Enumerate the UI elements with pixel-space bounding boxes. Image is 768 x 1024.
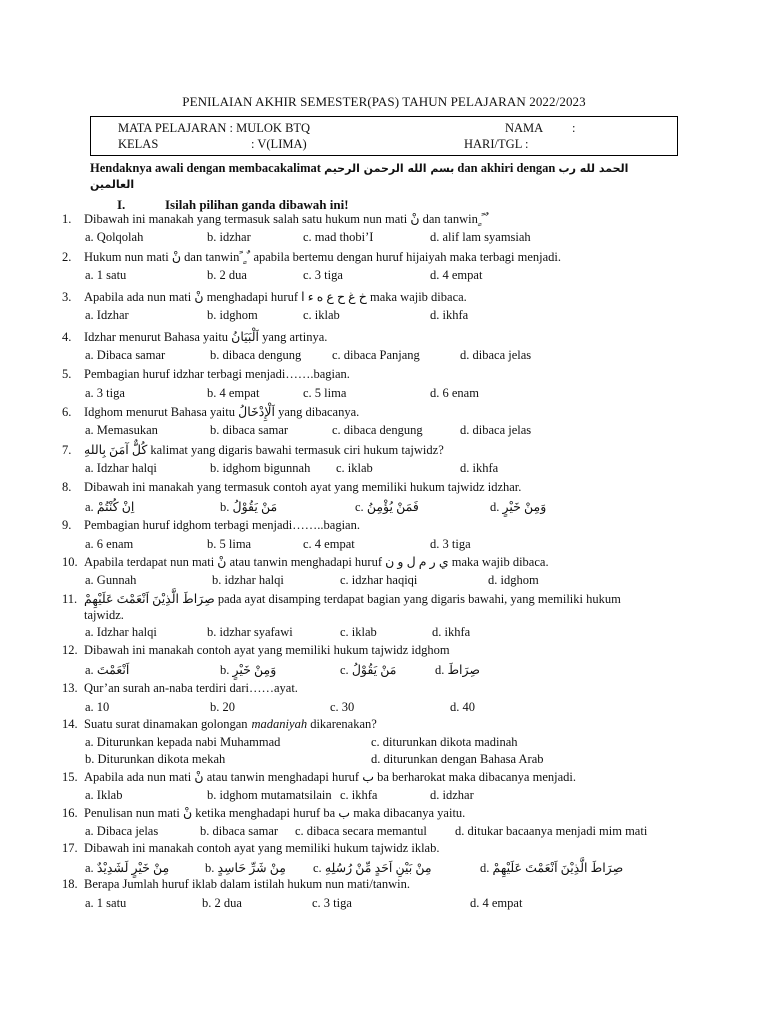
section-number: I. — [117, 197, 126, 212]
question-1 — [62, 211, 489, 227]
date-label: HARI/TGL : — [464, 137, 529, 151]
question-text: Berapa Jumlah huruf iklab dalam istilah hukum nun mati/tanwin. — [84, 877, 410, 891]
question-8 — [62, 480, 521, 495]
option-4-a[interactable]: a. Dibaca samar — [85, 348, 166, 362]
option-3-d[interactable]: d. ikhfa — [430, 308, 469, 322]
question-17 — [62, 841, 439, 856]
option-18-c[interactable]: c. 3 tiga — [312, 896, 352, 910]
question-number: 8. — [62, 480, 72, 494]
name-label: NAMA — [505, 121, 544, 135]
question-3 — [62, 289, 467, 305]
option-1-b[interactable]: b. idzhar — [207, 230, 251, 244]
option-12-d[interactable]: d. صِرَاطَ — [435, 663, 481, 677]
question-2 — [62, 249, 561, 265]
option-14-2[interactable]: b. Diturunkan dikota mekah — [85, 752, 226, 766]
question-number: 17. — [62, 841, 78, 855]
option-16-b[interactable]: b. dibaca samar — [200, 824, 279, 838]
option-7-a[interactable]: a. Idzhar halqi — [85, 461, 157, 475]
question-15 — [62, 769, 576, 785]
option-6-d[interactable]: d. dibaca jelas — [460, 423, 532, 437]
option-11-a[interactable]: a. Idzhar halqi — [85, 625, 157, 639]
question-text: Apabila ada nun mati نْ menghadapi huruf خ غ ح ع ه ء ا maka wajib dibaca. — [84, 290, 467, 304]
option-9-b[interactable]: b. 5 lima — [207, 537, 252, 551]
question-16 — [62, 805, 465, 821]
option-17-b[interactable]: b. مِنْ شَرِّ حَاسِدٍ — [205, 861, 286, 875]
option-13-c[interactable]: c. 30 — [330, 700, 355, 714]
option-16-a[interactable]: a. Dibaca jelas — [85, 824, 159, 838]
name-colon: : — [572, 121, 576, 135]
option-12-a[interactable]: a. اَنْعَمْتَ — [85, 663, 130, 677]
question-text: Pembagian huruf idzhar terbagi menjadi…….bagian. — [84, 367, 350, 381]
question-text: Suatu surat dinamakan golongan — [84, 717, 248, 731]
question-text: Qur’an surah an-naba terdiri dari……ayat. — [84, 681, 298, 695]
option-2-d[interactable]: d. 4 empat — [430, 268, 483, 282]
option-5-c[interactable]: c. 5 lima — [303, 386, 347, 400]
question-number: 18. — [62, 877, 78, 891]
option-15-d[interactable]: d. idzhar — [430, 788, 474, 802]
option-5-b[interactable]: b. 4 empat — [207, 386, 260, 400]
instruction-part1: Hendaknya awali dengan membacakalimat — [90, 161, 321, 175]
option-12-b[interactable]: b. وَمِنْ خَيْرٍ — [220, 663, 277, 677]
option-4-d[interactable]: d. dibaca jelas — [460, 348, 532, 362]
option-3-a[interactable]: a. Idzhar — [85, 308, 129, 322]
option-10-a[interactable]: a. Gunnah — [85, 573, 137, 587]
option-9-a[interactable]: a. 6 enam — [85, 537, 134, 551]
question-text: Hukum nun mati نْ dan tanwin ً ٍ ٌ apabila bertemu dengan huruf hijaiyah maka terbagi menjadi. — [84, 250, 561, 264]
question-text: Dibawah ini manakah contoh ayat yang memiliki hukum tajwidz iklab. — [84, 841, 440, 855]
option-2-b[interactable]: b. 2 dua — [207, 268, 247, 282]
question-text: Penulisan nun mati نْ ketika menghadapi huruf ba ب maka dibacanya yaitu. — [84, 806, 466, 820]
option-14-0[interactable]: a. Diturunkan kepada nabi Muhammad — [85, 735, 281, 749]
option-1-c[interactable]: c. mad thobi’I — [303, 230, 374, 244]
option-15-b[interactable]: b. idghom mutamatsilain — [207, 788, 332, 802]
option-15-c[interactable]: c. ikhfa — [340, 788, 378, 802]
question-text: Pembagian huruf idghom terbagi menjadi……..bagian. — [84, 518, 360, 532]
option-4-c[interactable]: c. dibaca Panjang — [332, 348, 420, 362]
basmalah-text: بسم الله الرحمن الرحيم — [324, 162, 455, 175]
question-number: 4. — [62, 330, 72, 344]
option-18-a[interactable]: a. 1 satu — [85, 896, 127, 910]
option-17-d[interactable]: d. صِرَاطَ الَّذِيْنَ اَنْعَمْتَ عَلَيْهِمْ — [480, 861, 624, 875]
question-5 — [62, 367, 350, 382]
question-7 — [62, 442, 444, 458]
question-text: Dibawah ini manakah yang termasuk salah satu hukum nun mati نْ dan tanwin ٍ ً ٌ — [84, 212, 489, 226]
option-10-c[interactable]: c. idzhar haqiqi — [340, 573, 418, 587]
option-1-a[interactable]: a. Qolqolah — [85, 230, 144, 244]
question-text: Idzhar menurut Bahasa yaitu اَلْبَيَانُ yang artinya. — [84, 330, 328, 344]
question-text: Apabila terdapat nun mati نْ atau tanwin menghadapi huruf ي ر م ل و ن maka wajib dibaca. — [84, 555, 549, 569]
option-2-c[interactable]: c. 3 tiga — [303, 268, 343, 282]
class-label: KELAS — [118, 137, 159, 151]
question-text-after: dikarenakan? — [307, 717, 377, 731]
option-5-a[interactable]: a. 3 tiga — [85, 386, 125, 400]
question-18 — [62, 877, 410, 892]
question-text: Dibawah ini manakah yang termasuk contoh ayat yang memiliki hukum tajwidz idzhar. — [84, 480, 522, 494]
instruction-line — [90, 161, 680, 176]
option-12-c[interactable]: c. مَنْ يَقُوْلُ — [340, 663, 397, 677]
option-14-1[interactable]: c. diturunkan dikota madinah — [371, 735, 518, 749]
question-number: 10. — [62, 555, 78, 569]
question-number: 16. — [62, 806, 78, 820]
option-8-b[interactable]: b. مَنْ يَقُوْلُ — [220, 500, 278, 514]
question-text: Dibawah ini manakah contoh ayat yang memiliki hukum tajwidz idghom — [84, 643, 450, 657]
option-10-d[interactable]: d. idghom — [488, 573, 539, 587]
option-14-3[interactable]: d. diturunkan dengan Bahasa Arab — [371, 752, 544, 766]
question-6 — [62, 404, 359, 420]
option-1-d[interactable]: d. alif lam syamsiah — [430, 230, 531, 244]
question-number: 13. — [62, 681, 78, 695]
option-11-c[interactable]: c. iklab — [340, 625, 377, 639]
question-text: Idghom menurut Bahasa yaitu اَلْإِدْخَالُ yang dibacanya. — [84, 405, 360, 419]
question-number: 5. — [62, 367, 72, 381]
question-11 — [62, 591, 621, 607]
class-value: : V(LIMA) — [251, 137, 307, 151]
option-6-a[interactable]: a. Memasukan — [85, 423, 158, 437]
question-number: 2. — [62, 250, 72, 264]
question-text-italic: madaniyah — [251, 717, 308, 731]
option-3-c[interactable]: c. iklab — [303, 308, 340, 322]
question-text: صِرَاطَ الَّذِيْنَ اَنْعَمْتَ عَلَيْهِمْ pada ayat disamping terdapat bagian yang digaris bawahi, yang memiliki hukum — [84, 592, 621, 606]
exam-title: PENILAIAN AKHIR SEMESTER(PAS) TAHUN PELAJARAN 2022/2023 — [182, 94, 586, 109]
question-text: كُلٌّ آمَنَ بِاللهِ kalimat yang digaris bawahi termasuk ciri hukum tajwidz? — [84, 443, 444, 457]
section-title: Isilah pilihan ganda dibawah ini! — [165, 197, 349, 212]
option-2-a[interactable]: a. 1 satu — [85, 268, 127, 282]
hamdalah-continuation: العالمين — [90, 178, 135, 191]
option-16-c[interactable]: c. dibaca secara memantul — [295, 824, 427, 838]
question-number: 15. — [62, 770, 78, 784]
option-3-b[interactable]: b. idghom — [207, 308, 258, 322]
option-5-d[interactable]: d. 6 enam — [430, 386, 479, 400]
question-12 — [62, 643, 450, 658]
question-number: 7. — [62, 443, 72, 457]
option-9-c[interactable]: c. 4 empat — [303, 537, 355, 551]
option-8-a[interactable]: a. اِنْ كُنْتُمْ — [85, 500, 135, 514]
question-number: 14. — [62, 717, 78, 731]
option-18-b[interactable]: b. 2 dua — [202, 896, 242, 910]
question-number: 1. — [62, 212, 72, 226]
option-17-c[interactable]: c. مِنْ بَيْنِ اَحَدٍ مِّنْ رُسُلِهِ — [313, 861, 432, 875]
option-6-c[interactable]: c. dibaca dengung — [332, 423, 423, 437]
option-16-d[interactable]: d. ditukar bacaanya menjadi mim mati — [455, 824, 648, 838]
option-18-d[interactable]: d. 4 empat — [470, 896, 523, 910]
question-number: 3. — [62, 290, 72, 304]
option-11-d[interactable]: d. ikhfa — [432, 625, 471, 639]
student-info-box — [90, 116, 678, 156]
option-13-a[interactable]: a. 10 — [85, 700, 110, 714]
option-9-d[interactable]: d. 3 tiga — [430, 537, 471, 551]
question-number: 9. — [62, 518, 72, 532]
question-continuation: tajwidz. — [84, 608, 124, 622]
question-number: 6. — [62, 405, 72, 419]
option-17-a[interactable]: a. مِنْ خَيْرٍ لَشَدِيْدٌ — [85, 861, 170, 875]
option-13-d[interactable]: d. 40 — [450, 700, 475, 714]
option-6-b[interactable]: b. dibaca samar — [210, 423, 289, 437]
option-7-b[interactable]: b. idghom bigunnah — [210, 461, 311, 475]
option-8-c[interactable]: c. فَمَنْ يُؤْمِنُ — [355, 500, 419, 514]
question-number: 11. — [62, 592, 78, 606]
question-14 — [62, 717, 377, 732]
question-text: Apabila ada nun mati نْ atau tanwin menghadapi huruf ب ba berharokat maka dibacanya menjadi. — [84, 770, 576, 784]
option-11-b[interactable]: b. idzhar syafawi — [207, 625, 293, 639]
option-10-b[interactable]: b. idzhar halqi — [212, 573, 284, 587]
question-10 — [62, 554, 549, 570]
option-7-c[interactable]: c. iklab — [336, 461, 373, 475]
option-15-a[interactable]: a. Iklab — [85, 788, 123, 802]
instruction-part2: dan akhiri dengan — [457, 161, 556, 175]
option-4-b[interactable]: b. dibaca dengung — [210, 348, 302, 362]
option-8-d[interactable]: d. وَمِنْ خَيْرٍ — [490, 500, 547, 514]
option-13-b[interactable]: b. 20 — [210, 700, 235, 714]
option-7-d[interactable]: d. ikhfa — [460, 461, 499, 475]
question-4 — [62, 329, 327, 345]
question-9 — [62, 518, 360, 533]
subject-label: MATA PELAJARAN : MULOK BTQ — [118, 121, 311, 135]
question-number: 12. — [62, 643, 78, 657]
hamdalah-text: الحمد لله رب — [558, 162, 629, 175]
question-13 — [62, 681, 298, 696]
